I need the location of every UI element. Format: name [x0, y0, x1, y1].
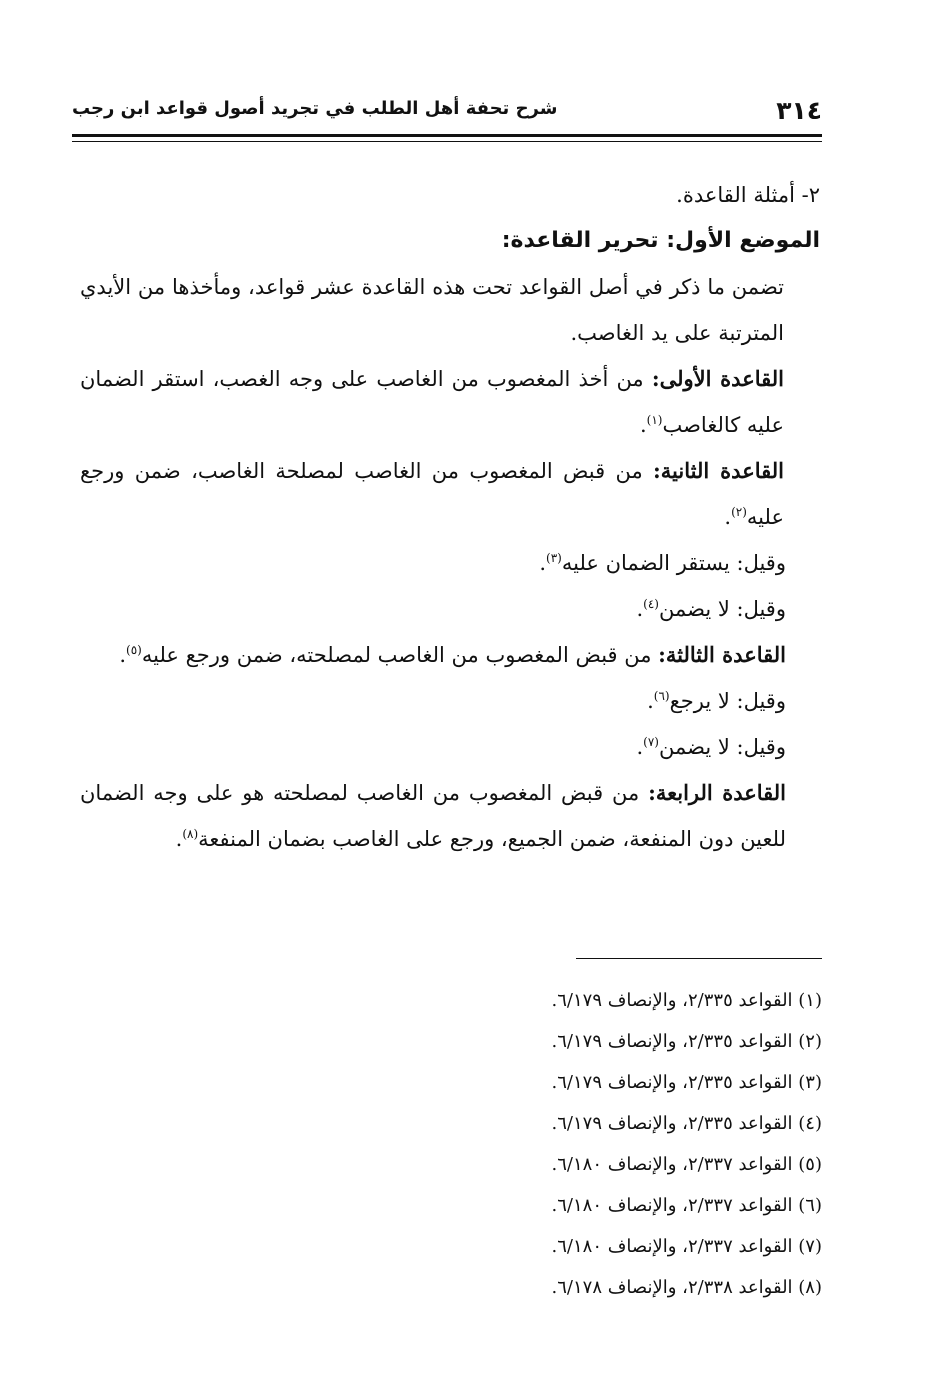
footnote-7: (٧) القواعد ٢/٣٣٧، والإنصاف ٦/١٨٠.	[551, 1236, 822, 1257]
rule-4-text: من قبض المغصوب من الغاصب لمصلحته هو على وجه الضمان للعين دون المنفعة، ضمن الجميع، ورجع على الغاصب بضمان المنفعة	[80, 781, 786, 851]
opinion-1: وقيل: يستقر الضمان عليه$^{(٣)}$.	[539, 551, 786, 575]
section-title: ٢- أمثلة القاعدة.	[676, 183, 820, 207]
footnote-ref-4[interactable]: (٤)	[643, 597, 659, 611]
subheading: الموضع الأول: تحرير القاعدة:	[501, 228, 820, 253]
footnotes	[262, 980, 822, 1308]
footnote-separator	[576, 958, 822, 959]
rule-1-paragraph: القاعدة الأولى: من أخذ المغصوب من الغاصب على وجه الغصب، استقر الضمان عليه كالغاصب$^{(١)}$.	[80, 366, 784, 437]
header-rule-thick	[72, 134, 822, 137]
footnote-ref-6[interactable]: (٦)	[653, 689, 670, 703]
footnote-6: (٦) القواعد ٢/٣٣٧، والإنصاف ٦/١٨٠.	[551, 1195, 822, 1216]
rule-3-paragraph: القاعدة الثالثة: من قبض المغصوب من الغاصب لمصلحته، ضمن ورجع عليه$^{(٥)}$.	[119, 642, 786, 667]
intro-paragraph: تضمن ما ذكر في أصل القواعد تحت هذه القاعدة عشر قواعد، ومأخذها من الأيدي المترتبة على يد الغاصب.	[80, 275, 784, 345]
rule-1-text: من أخذ المغصوب من الغاصب على وجه الغصب، استقر الضمان عليه كالغاصب	[80, 367, 784, 437]
running-header	[72, 92, 822, 132]
footnote-8: (٨) القواعد ٢/٣٣٨، والإنصاف ٦/١٧٨.	[551, 1277, 822, 1298]
footnote-ref-5[interactable]: (٥)	[126, 643, 142, 657]
opinion-3-text: وقيل: لا يرجع	[669, 689, 786, 713]
rule-4-label: القاعدة الرابعة:	[648, 780, 787, 805]
footnote-3: (٣) القواعد ٢/٣٣٥، والإنصاف ٦/١٧٩.	[551, 1072, 822, 1093]
opinion-4: وقيل: لا يضمن$^{(٧)}$.	[636, 735, 786, 759]
opinion-4-text: وقيل: لا يضمن	[658, 735, 786, 759]
footnote-1: (١) القواعد ٢/٣٣٥، والإنصاف ٦/١٧٩.	[551, 990, 822, 1011]
footnote-ref-8[interactable]: (٨)	[182, 827, 199, 841]
rule-4-paragraph: القاعدة الرابعة: من قبض المغصوب من الغاصب لمصلحته هو على وجه الضمان للعين دون المنفعة، ضمن الجميع، ورجع على الغاصب بضمان المنفعة$^{(٨)}$.	[80, 780, 787, 851]
footnote-ref-7[interactable]: (٧)	[643, 735, 659, 749]
opinion-3: وقيل: لا يرجع$^{(٦)}$.	[647, 689, 786, 713]
rule-3-label: القاعدة الثالثة:	[658, 642, 786, 667]
footnote-ref-3[interactable]: (٣)	[546, 551, 562, 565]
rule-3-text: من قبض المغصوب من الغاصب لمصلحته، ضمن ورجع عليه	[141, 643, 659, 667]
rule-2-paragraph: القاعدة الثانية: من قبض المغصوب من الغاصب لمصلحة الغاصب، ضمن ورجع عليه$^{(٢)}$.	[80, 458, 784, 529]
opinion-2-text: وقيل: لا يضمن	[658, 597, 786, 621]
header-rule-thin	[72, 141, 822, 142]
footnote-4: (٤) القواعد ٢/٣٣٥، والإنصاف ٦/١٧٩.	[551, 1113, 822, 1134]
opinion-1-text: وقيل: يستقر الضمان عليه	[561, 551, 786, 575]
rule-2-text: من قبض المغصوب من الغاصب لمصلحة الغاصب، ضمن ورجع عليه	[80, 459, 784, 529]
book-title: شرح تحفة أهل الطلب في تجريد أصول قواعد ابن رجب	[72, 98, 558, 119]
opinion-2: وقيل: لا يضمن$^{(٤)}$.	[636, 597, 786, 621]
page-number: ٣١٤	[776, 96, 822, 125]
footnote-ref-1[interactable]: (١)	[646, 413, 663, 427]
footnote-ref-2[interactable]: (٢)	[731, 505, 747, 519]
main-text	[80, 172, 820, 862]
rule-2-label: القاعدة الثانية:	[653, 458, 784, 483]
footnote-5: (٥) القواعد ٢/٣٣٧، والإنصاف ٦/١٨٠.	[551, 1154, 822, 1175]
rule-1-label: القاعدة الأولى:	[651, 366, 784, 391]
footnote-2: (٢) القواعد ٢/٣٣٥، والإنصاف ٦/١٧٩.	[551, 1031, 822, 1052]
